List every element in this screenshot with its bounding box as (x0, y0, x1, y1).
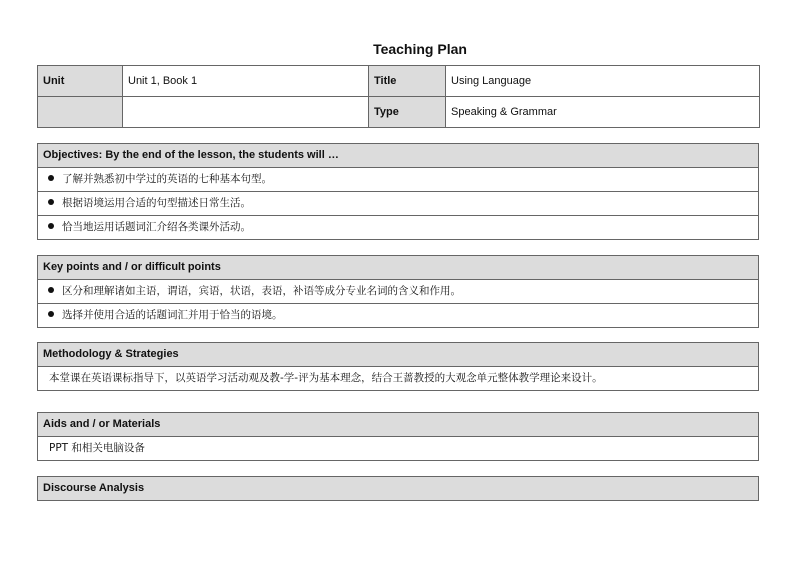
bullet-icon (48, 175, 54, 181)
bullet-icon (48, 311, 54, 317)
unit-label: Unit (38, 66, 123, 97)
key-point-text: 选择并使用合适的话题词汇并用于恰当的语境。 (62, 309, 283, 321)
bullet-icon (48, 223, 54, 229)
aids-heading: Aids and / or Materials (38, 413, 758, 437)
bullet-icon (48, 199, 54, 205)
key-point-text: 区分和理解诸如主语，谓语，宾语，状语，表语，补语等成分专业名词的含义和作用。 (62, 285, 461, 297)
objectives-section (37, 143, 759, 240)
objective-text: 恰当地运用话题词汇介绍各类课外活动。 (62, 221, 251, 233)
list-item (38, 192, 758, 216)
key-points-section (37, 255, 759, 328)
objective-text: 了解并熟悉初中学过的英语的七种基本句型。 (62, 173, 272, 185)
key-points-heading: Key points and / or difficult points (38, 256, 758, 280)
bullet-icon (48, 287, 54, 293)
list-item (38, 216, 758, 239)
aids-text: PPT 和相关电脑设备 (49, 442, 145, 454)
methodology-text: 本堂课在英语课标指导下，以英语学习活动观及教-学-评为基本理念，结合王蔷教授的大观念单元整体教学理论来设计。 (49, 372, 603, 384)
info-row (38, 97, 760, 128)
type-value: Speaking & Grammar (446, 97, 760, 128)
list-item (38, 304, 758, 327)
unit-value: Unit 1, Book 1 (123, 66, 369, 97)
list-item (38, 280, 758, 304)
empty-label-cell (38, 97, 123, 128)
list-item (38, 168, 758, 192)
empty-value-cell (123, 97, 369, 128)
methodology-section (37, 342, 759, 391)
title-value: Using Language (446, 66, 760, 97)
lesson-info-table (37, 65, 760, 128)
objectives-heading: Objectives: By the end of the lesson, the students will … (38, 144, 758, 168)
discourse-section (37, 476, 759, 501)
aids-section (37, 412, 759, 461)
discourse-heading: Discourse Analysis (38, 477, 758, 500)
methodology-heading: Methodology & Strategies (38, 343, 758, 367)
type-label: Type (369, 97, 446, 128)
page-title: Teaching Plan (373, 41, 467, 57)
info-row (38, 66, 760, 97)
objective-text: 根据语境运用合适的句型描述日常生活。 (62, 197, 251, 209)
title-label: Title (369, 66, 446, 97)
